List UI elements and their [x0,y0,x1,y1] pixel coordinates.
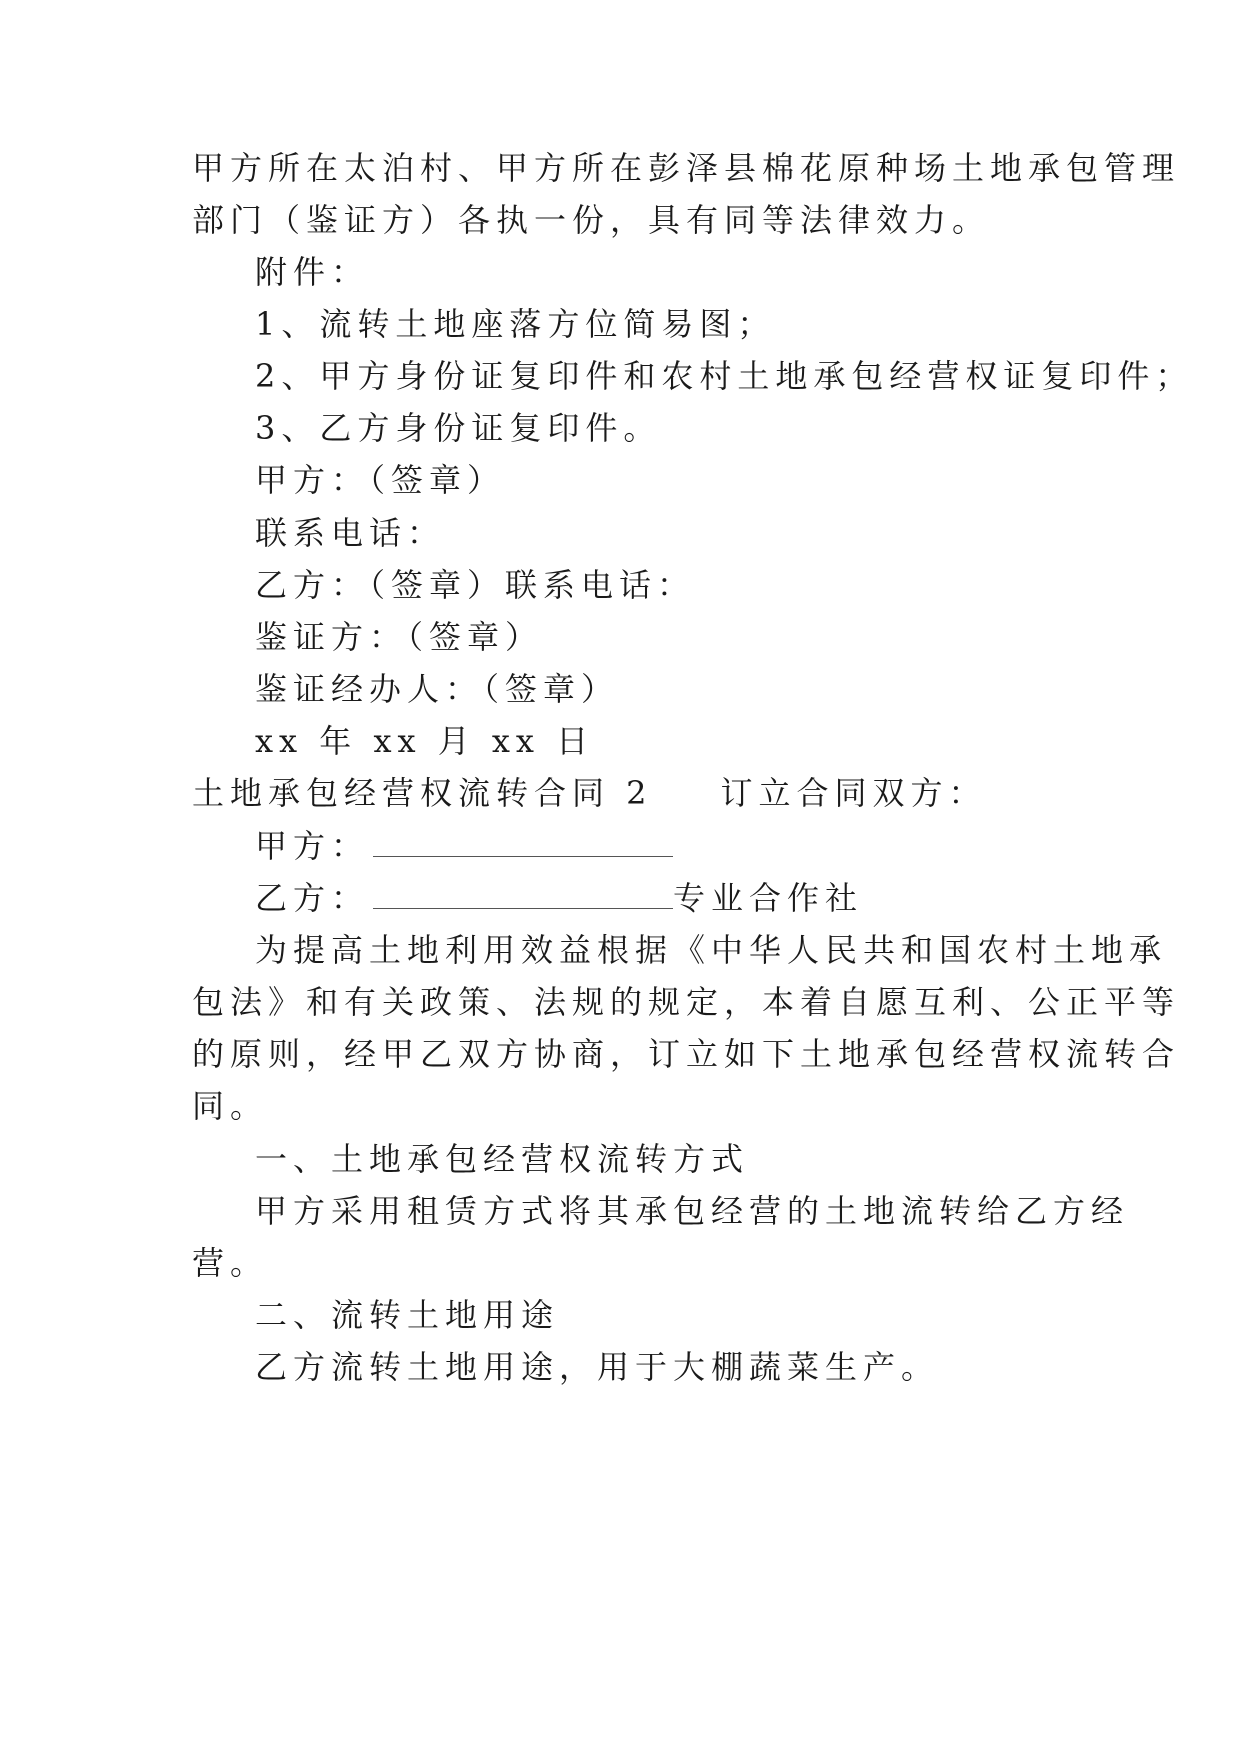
party-b-blank [373,886,673,909]
party-a-phone: 联系电话： [255,514,446,552]
section-heading: 二、流转土地用途 [255,1296,560,1334]
cooperative-label: 专业合作社 [673,879,864,917]
contracting-parties-label: 订立合同双方： [720,774,987,812]
party-a-signature: 甲方：（签章） [255,461,506,499]
paragraph-line: 甲方所在太泊村、甲方所在彭泽县棉花原种场土地承包管理 [192,149,1181,187]
paragraph-line: 甲方采用租赁方式将其承包经营的土地流转给乙方经 [255,1192,1130,1230]
verifier-agent-signature: 鉴证经办人：（签章） [255,670,620,708]
paragraph-line: 包法》和有关政策、法规的规定，本着自愿互利、公正平等 [192,983,1181,1021]
verifier-signature: 鉴证方：（签章） [255,618,544,656]
party-b-line [255,878,863,918]
paragraph-line: 的原则，经甲乙双方协商，订立如下土地承包经营权流转合 [192,1035,1181,1073]
party-b-label: 乙方： [255,879,370,917]
paragraph-line: 为提高土地利用效益根据《中华人民共和国农村土地承 [255,931,1168,969]
party-b-signature: 乙方：（签章）联系电话： [255,566,696,604]
attachment-item: 3、乙方身份证复印件。 [255,409,662,447]
attachments-heading: 附件： [255,253,370,291]
party-a-label: 甲方： [255,827,370,865]
contract-title: 土地承包经营权流转合同 2 [192,774,653,812]
attachment-item: 2、甲方身份证复印件和农村土地承包经营权证复印件； [255,357,1194,395]
paragraph-line: 营。 [192,1244,269,1282]
date-line: xx 年 xx 月 xx 日 [255,722,595,760]
party-a-line [255,826,673,866]
contract-title-line [192,773,987,813]
section-heading: 一、土地承包经营权流转方式 [255,1140,750,1178]
paragraph-line: 同。 [192,1087,269,1125]
paragraph-line: 乙方流转土地用途，用于大棚蔬菜生产。 [255,1348,940,1386]
paragraph-line: 部门（鉴证方）各执一份，具有同等法律效力。 [192,201,991,239]
attachment-item: 1、流转土地座落方位简易图； [255,305,776,343]
party-a-blank [373,834,673,857]
